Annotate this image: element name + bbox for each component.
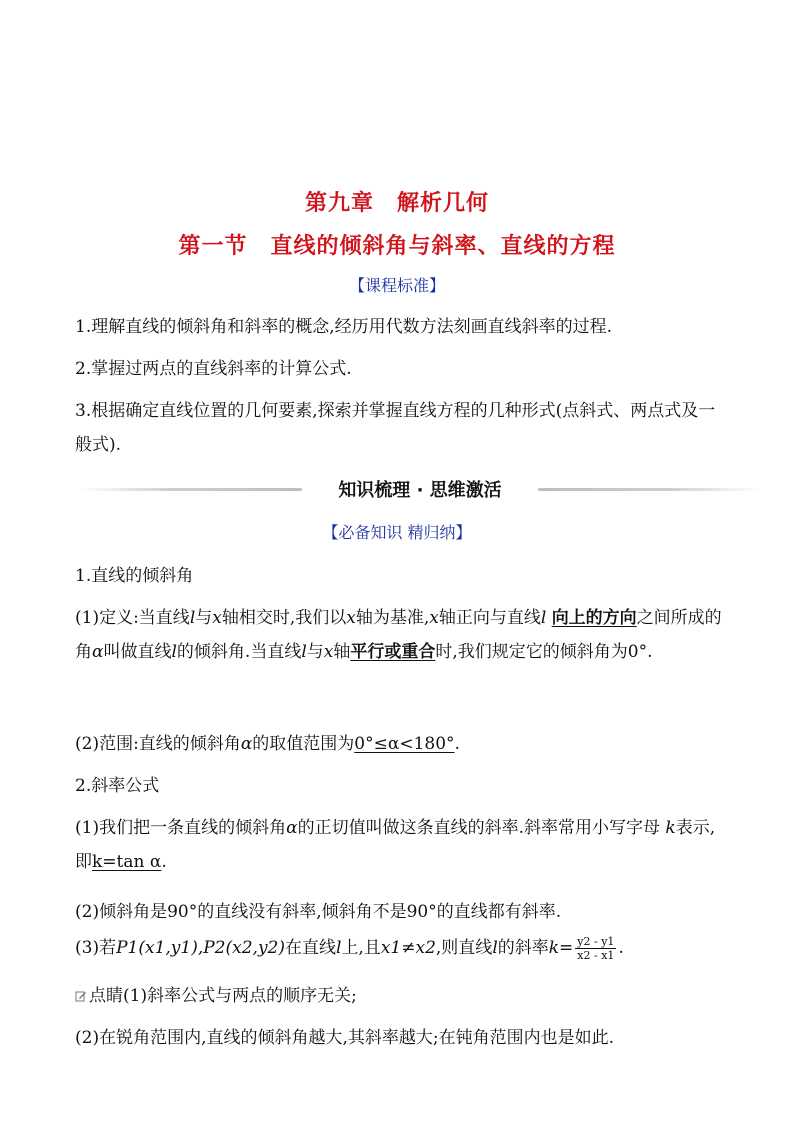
heading-inclination: 1.直线的倾斜角 [75, 566, 194, 586]
banner-divider-right [538, 488, 760, 491]
key-term-up-direction: 向上的方向 [551, 608, 637, 628]
banner-title: 知识梳理 · 思维激活 [338, 480, 502, 501]
two-point-formula: (3)若P1(x1,y1),P2(x2,y2)在直线l上,且x1≠x2,则直线l的斜率k= $\frac{y2 - y1}{x2 - x1}$ . [75, 935, 624, 962]
slope-definition: (1)我们把一条直线的倾斜角α的正切值叫做这条直线的斜率.斜率常用小写字母 k表示,即k=tan α. [75, 818, 716, 872]
course-standard-tag: 【课程标准】 [348, 276, 445, 295]
slope-fraction: $\frac{y2 - y1}{x2 - x1}$ [577, 935, 615, 962]
standard-item-1: 1.理解直线的倾斜角和斜率的概念,经历用代数方法刻画直线斜率的过程. [75, 317, 613, 337]
range-value: 0°≤α<180° [354, 734, 455, 754]
range-paragraph: (2)范围:直线的倾斜角α的取值范围为0°≤α<180°. [75, 734, 460, 754]
section-title: 第一节 直线的倾斜角与斜率、直线的方程 [178, 234, 616, 259]
slope-existence: (2)倾斜角是90°的直线没有斜率,倾斜角不是90°的直线都有斜率. [75, 902, 562, 922]
pencil-note-icon [75, 990, 87, 1002]
definition-paragraph: (1)定义:当直线l与x轴相交时,我们以x轴为基准,x轴正向与直线l 向上的方向之间所成的角α叫做直线l的倾斜角.当直线l与x轴平行或重合时,我们规定它的倾斜角为0°. [75, 608, 722, 662]
note-1: 点睛(1)斜率公式与两点的顺序无关; [75, 979, 725, 1013]
standard-item-3: 3.根据确定直线位置的几何要素,探索并掌握直线方程的几种形式(点斜式、两点式及一般式). [75, 401, 716, 455]
heading-slope: 2.斜率公式 [75, 776, 160, 796]
slope-formula: k=tan α [92, 852, 162, 872]
key-term-parallel: 平行或重合 [350, 642, 436, 662]
knowledge-tag: 【必备知识 精归纳】 [322, 523, 472, 542]
chapter-title: 第九章 解析几何 [304, 191, 489, 216]
note-2: (2)在锐角范围内,直线的倾斜角越大,其斜率越大;在钝角范围内也是如此. [75, 1028, 615, 1048]
section-banner [80, 472, 760, 506]
standard-item-2: 2.掌握过两点的直线斜率的计算公式. [75, 359, 352, 379]
